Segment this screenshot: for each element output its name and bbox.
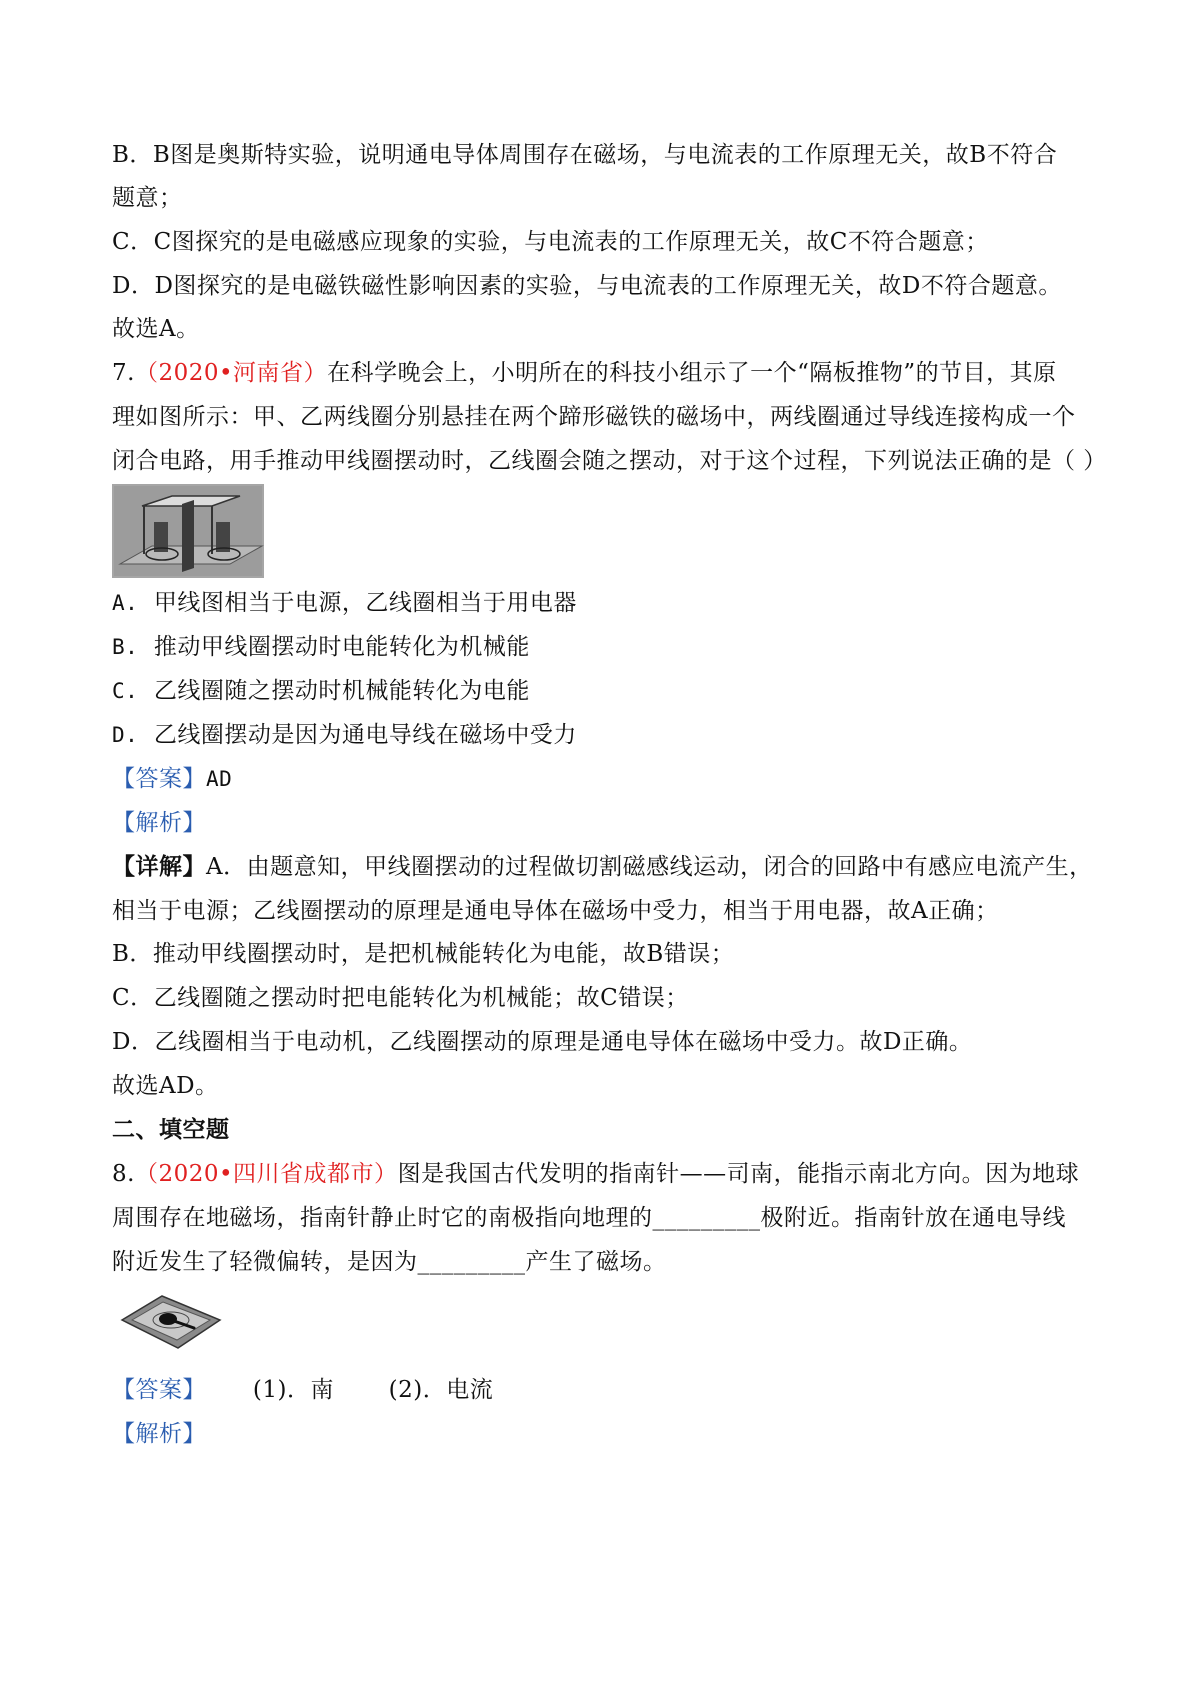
q7-option-b-text: 推动甲线圈摆动时电能转化为机械能 [153, 634, 530, 660]
prev-explanation-c: C．C图探究的是电磁感应现象的实验，与电流表的工作原理无关，故C不符合题意； [112, 229, 989, 255]
q7-detail-text1: A．由题意知，甲线圈摆动的过程做切割磁感线运动，闭合的回路中有感应电流产生， [206, 854, 1093, 880]
q8-analysis-label: 【解析】 [112, 1421, 206, 1447]
q8-answer [112, 1375, 493, 1405]
q7-stem-line1 [112, 358, 1057, 388]
prev-explanation-d: D．D图探究的是电磁铁磁性影响因素的实验，与电流表的工作原理无关，故D不符合题意。 [112, 273, 1062, 299]
q8-stem-line1 [112, 1159, 1079, 1189]
q8-stem-text1: 图是我国古代发明的指南针——司南，能指示南北方向。因为地球 [397, 1161, 1080, 1187]
q8-figure-spoon-bowl [159, 1313, 177, 1325]
q7-option-d [112, 720, 577, 750]
section-title-fill-in: 二、填空题 [112, 1116, 230, 1143]
q7-conclusion: 故选AD。 [112, 1073, 219, 1099]
q8-answer-2: (2)．电流 [388, 1377, 494, 1403]
q7-answer [112, 764, 232, 794]
q8-stem-text3a: 附近发生了轻微偏转，是因为 [112, 1249, 418, 1275]
q7-option-c-text: 乙线圈随之摆动时机械能转化为电能 [153, 678, 530, 704]
q8-stem-line3 [112, 1247, 667, 1277]
q7-detail-label: 【详解】 [112, 853, 206, 880]
q7-option-c [112, 676, 530, 706]
q7-stem-line3: 闭合电路，用手推动甲线圈摆动时，乙线圈会随之摆动，对于这个过程，下列说法正确的是（ ） [112, 448, 1107, 474]
q7-detail-line1 [112, 852, 1093, 882]
q8-answer-label: 【答案】 [112, 1377, 206, 1403]
q7-option-a [112, 588, 577, 618]
q7-detail-line2: 相当于电源；乙线圈摆动的原理是通电导体在磁场中受力，相当于用电器，故A正确； [112, 898, 999, 924]
q7-option-b-letter: B. [112, 635, 139, 659]
q7-option-a-letter: A. [112, 591, 139, 615]
q7-source: （2020•河南省） [134, 360, 328, 386]
q7-stem-line2: 理如图所示：甲、乙两线圈分别悬挂在两个蹄形磁铁的磁场中，两线圈通过导线连接构成一个 [112, 404, 1076, 430]
q8-stem-text3b: 产生了磁场。 [525, 1249, 667, 1275]
q8-blank-1[interactable]: _________ [652, 1205, 761, 1231]
q7-detail-line5: D．乙线圈相当于电动机，乙线圈摆动的原理是通电导体在磁场中受力。故D正确。 [112, 1029, 973, 1055]
q8-number: 8. [112, 1161, 135, 1187]
q8-source: （2020•四川省成都市） [134, 1161, 398, 1187]
prev-explanation-b-cont: 题意； [112, 185, 183, 211]
q7-detail-line4: C．乙线圈随之摆动时把电能转化为机械能；故C错误； [112, 985, 689, 1011]
q7-option-a-text: 甲线图相当于电源，乙线圈相当于用电器 [153, 590, 577, 616]
q7-figure-partition [182, 500, 194, 572]
prev-explanation-b: B．B图是奥斯特实验，说明通电导体周围存在磁场，与电流表的工作原理无关，故B不符合 [112, 142, 1058, 168]
q7-figure-coils-magnets [112, 484, 264, 578]
prev-conclusion: 故选A。 [112, 316, 200, 342]
q8-blank-2[interactable]: _________ [417, 1249, 526, 1275]
q7-option-d-letter: D. [112, 723, 139, 747]
q7-analysis-label: 【解析】 [112, 810, 206, 836]
q8-figure-sinan-compass [116, 1290, 226, 1352]
q7-answer-value: AD [206, 767, 233, 791]
q7-option-c-letter: C. [112, 679, 139, 703]
q8-stem-line2 [112, 1203, 1066, 1233]
q7-detail-line3: B．推动甲线圈摆动时，是把机械能转化为电能，故B错误； [112, 941, 735, 967]
q7-option-d-text: 乙线圈摆动是因为通电导线在磁场中受力 [153, 722, 577, 748]
q8-answer-1: (1)．南 [252, 1377, 334, 1403]
q7-number: 7. [112, 360, 135, 386]
q8-stem-text2a: 周围存在地磁场，指南针静止时它的南极指向地理的 [112, 1205, 653, 1231]
q8-stem-text2b: 极附近。指南针放在通电导线 [760, 1205, 1066, 1231]
q7-stem-text1: 在科学晚会上，小明所在的科技小组示了一个“隔板推物”的节目，其原 [327, 360, 1057, 386]
q7-option-b [112, 632, 530, 662]
q7-answer-label: 【答案】 [112, 766, 206, 792]
